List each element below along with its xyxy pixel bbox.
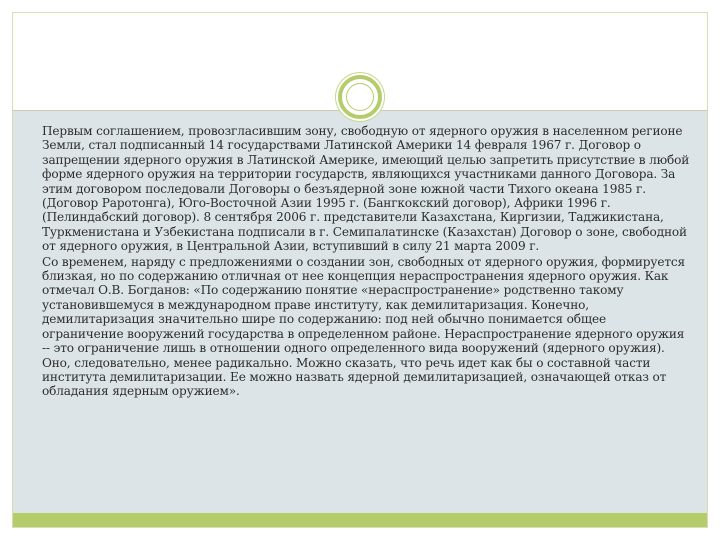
paragraph-2: Со временем, наряду с предложениями о создании зон, свободных от ядерного оружия, формируется близкая, но по содержанию отличная от нее концепция нераспространения ядерного оружия. Как отмечал О.В. Богданов: «По содержанию понятие «нераспространение» родственно такому установившемуся в международном праве институту, как демилитаризация. Конечно, демилитаризация значительно шире по содержанию: под ней обычно понимается общее ограничение вооружений государства в определенном районе. Нераспространение ядерного оружия -- это ограничение лишь в отношении одного определенного вида вооружений (ядерного оружия). Оно, следовательно, менее радикально. Можно сказать, что речь идет как бы о составной части института демилитаризации. Ее можно назвать ядерной демилитаризацией, означающей отказ от обладания ядерным оружием». xyxy=(42,254,685,399)
bottom-accent-band xyxy=(13,513,707,527)
decorative-ring-icon xyxy=(338,75,382,119)
slide-body-text xyxy=(42,124,690,400)
paragraph-1: Первым соглашением, провозгласившим зону, свободную от ядерного оружия в населенном регионе Земли, стал подписанный 14 государствами Латинской Америки 14 февраля 1967 г. Договор о запрещении ядерного оружия в Латинской Америке, имеющий целью запретить присутствие в любой форме ядерного оружия на территории государств, являющихся участниками данного Договора. За этим договором последовали Договоры о безъядерной зоне южной части Тихого океана 1985 г. (Договор Раротонга), Юго-Восточной Азии 1995 г. (Бангкокский договор), Африки 1996 г. (Пелиндабский договор). 8 сентября 2006 г. представители Казахстана, Киргизии, Таджикистана, Туркменистана и Узбекистана подписали в г. Семипалатинске (Казахстан) Договор о зоне, свободной от ядерного оружия, в Центральной Азии, вступивший в силу 21 марта 2009 г. xyxy=(42,124,690,254)
